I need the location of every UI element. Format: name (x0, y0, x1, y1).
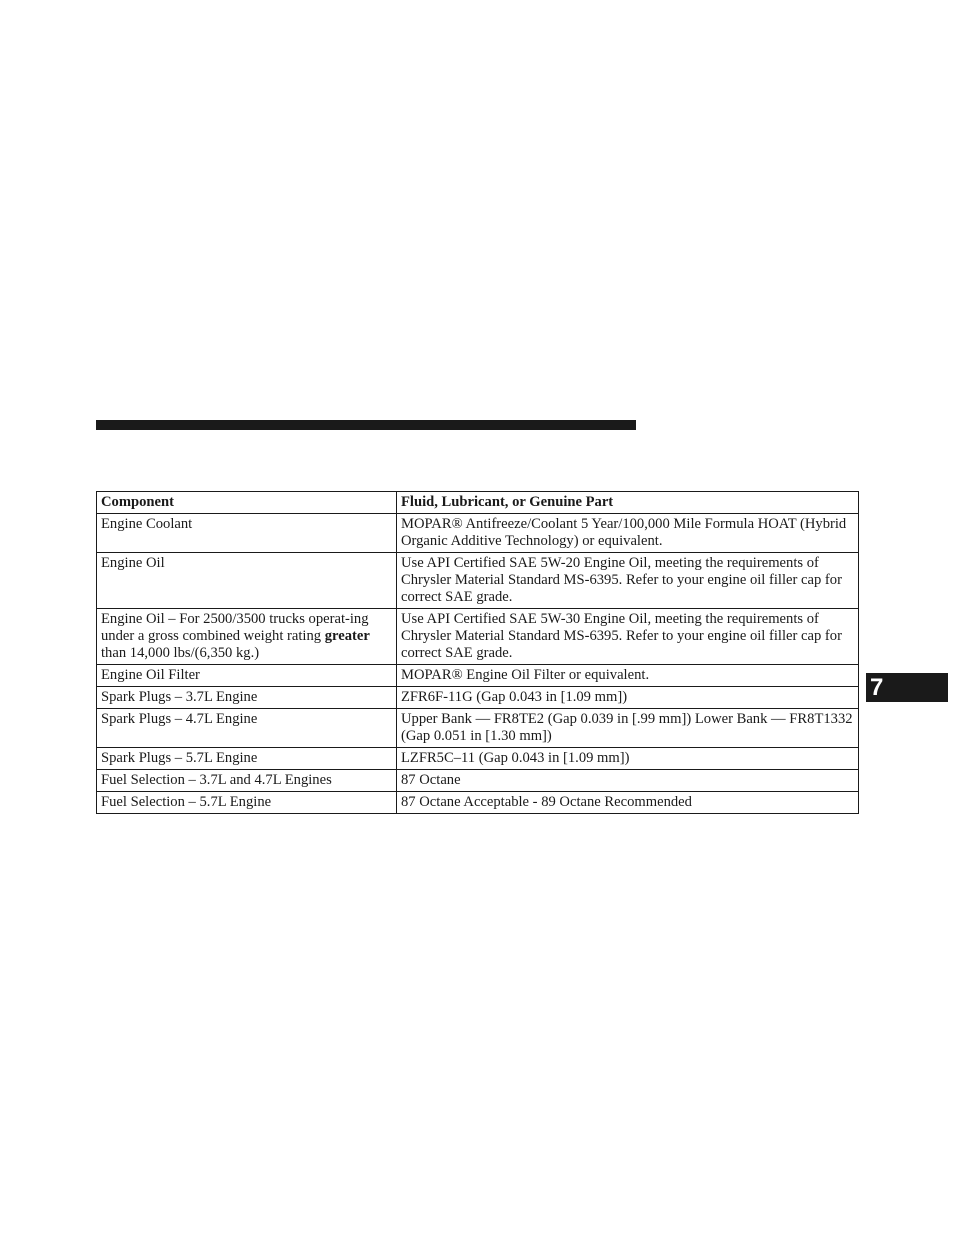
row-component: Engine Oil (97, 553, 397, 609)
header-fluid: Fluid, Lubricant, or Genuine Part (397, 492, 859, 514)
row-component: Engine Oil Filter (97, 665, 397, 687)
row-fluid: LZFR5C–11 (Gap 0.043 in [1.09 mm]) (397, 748, 859, 770)
chapter-tab: 7 (866, 673, 948, 702)
row-component: Fuel Selection – 5.7L Engine (97, 792, 397, 814)
row-fluid: Use API Certified SAE 5W-30 Engine Oil, meeting the requirements of Chrysler Material Standard MS-6395. Refer to your engine oil filler cap for correct SAE grade. (397, 609, 859, 665)
row-fluid: Use API Certified SAE 5W-20 Engine Oil, meeting the requirements of Chrysler Material Standard MS-6395. Refer to your engine oil filler cap for correct SAE grade. (397, 553, 859, 609)
row-component: Spark Plugs – 4.7L Engine (97, 709, 397, 748)
table-row (97, 553, 859, 609)
fluids-lubricants-table (96, 491, 859, 814)
component-text: Engine Oil – For 2500/3500 trucks operat-ing under a gross combined weight rating (101, 611, 369, 644)
row-fluid: Upper Bank — FR8TE2 (Gap 0.039 in [.99 mm]) Lower Bank — FR8T1332 (Gap 0.051 in [1.30 mm]) (397, 709, 859, 748)
row-component: Spark Plugs – 5.7L Engine (97, 748, 397, 770)
row-fluid: MOPAR® Engine Oil Filter or equivalent. (397, 665, 859, 687)
table-row (97, 792, 859, 814)
header-component: Component (97, 492, 397, 514)
row-fluid: 87 Octane Acceptable - 89 Octane Recommended (397, 792, 859, 814)
table-header-row (97, 492, 859, 514)
table-row (97, 709, 859, 748)
row-fluid: ZFR6F-11G (Gap 0.043 in [1.09 mm]) (397, 687, 859, 709)
table-row (97, 770, 859, 792)
table-row (97, 687, 859, 709)
table-row (97, 665, 859, 687)
row-component: Spark Plugs – 3.7L Engine (97, 687, 397, 709)
table-row (97, 514, 859, 553)
component-emphasis: greater (324, 628, 370, 644)
table-row (97, 609, 859, 665)
row-fluid: MOPAR® Antifreeze/Coolant 5 Year/100,000 Mile Formula HOAT (Hybrid Organic Additive Technology) or equivalent. (397, 514, 859, 553)
row-component (97, 609, 397, 665)
row-component: Engine Coolant (97, 514, 397, 553)
section-rule (96, 420, 636, 430)
row-component: Fuel Selection – 3.7L and 4.7L Engines (97, 770, 397, 792)
row-fluid: 87 Octane (397, 770, 859, 792)
table-row (97, 748, 859, 770)
component-text: than 14,000 lbs/(6,350 kg.) (101, 645, 260, 661)
